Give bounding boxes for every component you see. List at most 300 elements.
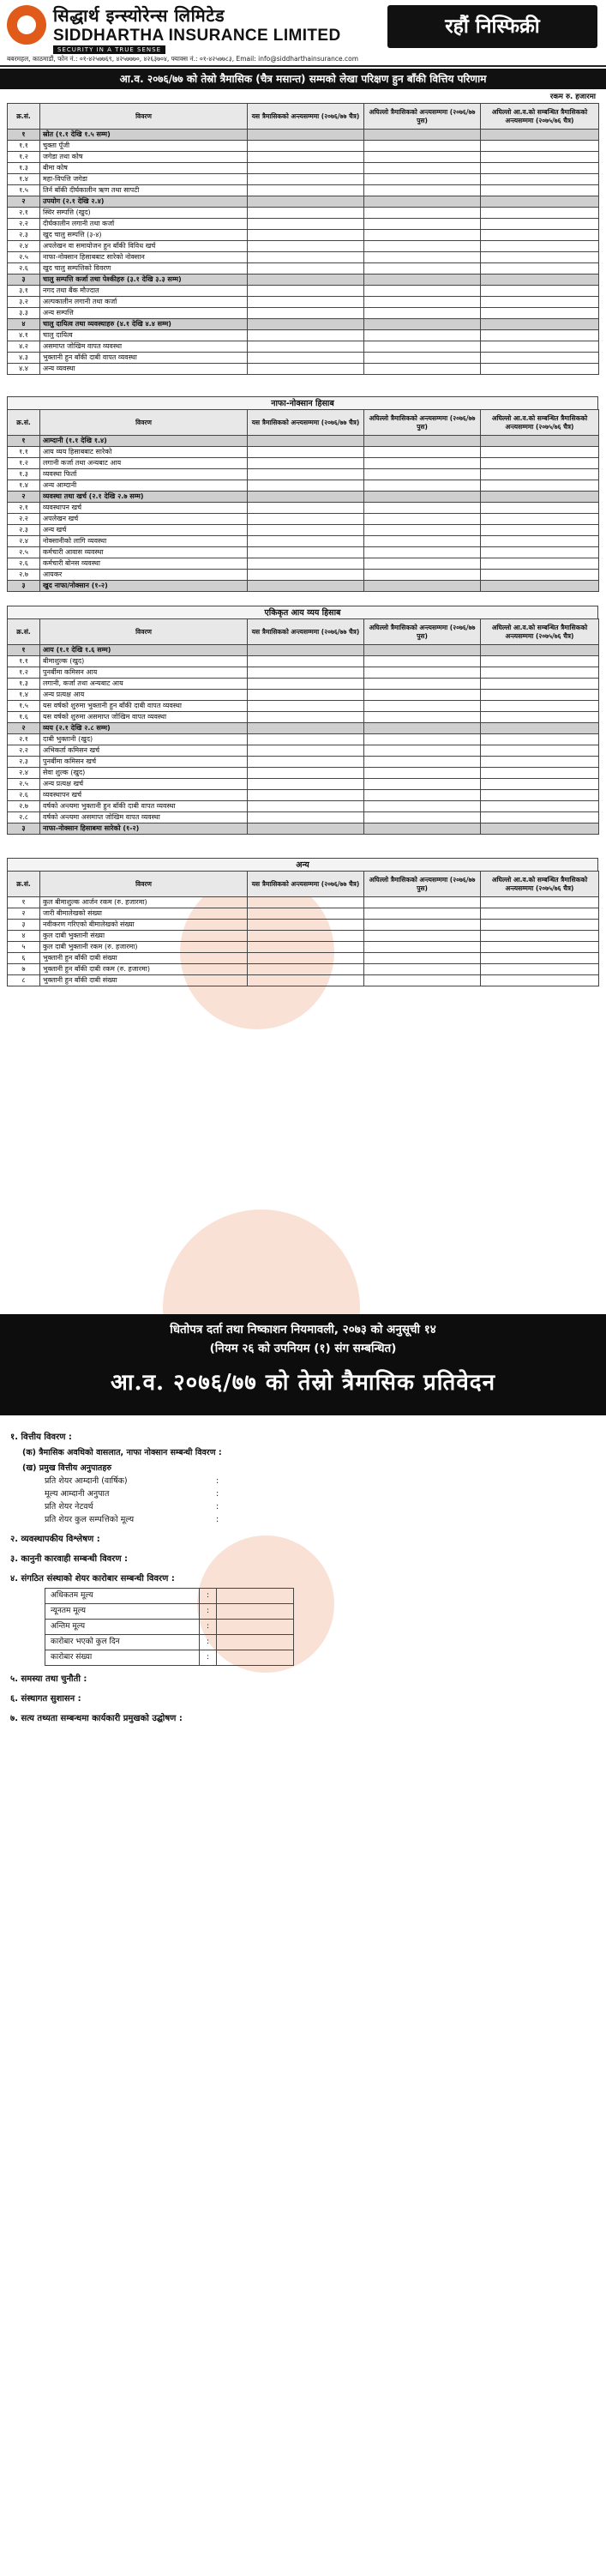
share-label: अन्तिम मूल्य xyxy=(45,1620,200,1635)
row-serial: १.२ xyxy=(8,667,40,679)
col-header-prev-quarter: अघिल्लो त्रैमासिकको अन्त्यसम्ममा (२०७६/७७ पुस) xyxy=(364,872,481,897)
value-prev-year xyxy=(481,812,599,823)
value-prev-quarter xyxy=(364,480,481,492)
table-row xyxy=(8,286,599,297)
value-prev-quarter xyxy=(364,241,481,252)
row-label: अभिकर्ता कमिसन खर्च xyxy=(40,745,248,757)
row-label: चालु दायित्व तथा व्यवस्थाहरु (४.१ देखि ४.४ सम्म) xyxy=(40,319,248,330)
table-row xyxy=(8,734,599,745)
value-this-quarter xyxy=(248,286,364,297)
col-header-sn: क्र.सं. xyxy=(8,872,40,897)
table-row xyxy=(8,341,599,353)
value-prev-year xyxy=(481,570,599,581)
row-label: कुल दाबी भुक्तानी रकम (रु. हजारमा) xyxy=(40,942,248,953)
share-separator: : xyxy=(200,1604,217,1620)
value-prev-year xyxy=(481,645,599,656)
value-this-quarter xyxy=(248,480,364,492)
other-info-table xyxy=(7,871,599,986)
balance-sheet-body xyxy=(8,130,599,375)
share-label: अधिकतम मूल्य xyxy=(45,1589,200,1604)
table-row xyxy=(8,908,599,920)
row-serial: २.६ xyxy=(8,558,40,570)
row-label: बीमाशुल्क (खुद) xyxy=(40,656,248,667)
row-label: वर्षको अन्त्यमा भुक्तानी हुन बाँकी दाबी वापत व्यवस्था xyxy=(40,801,248,812)
value-this-quarter xyxy=(248,920,364,931)
value-this-quarter xyxy=(248,953,364,964)
value-prev-quarter xyxy=(364,690,481,701)
table-row xyxy=(8,353,599,364)
col-header-sn: क्र.सं. xyxy=(8,619,40,645)
value-prev-year xyxy=(481,801,599,812)
value-prev-year xyxy=(481,263,599,274)
row-serial: ४ xyxy=(8,931,40,942)
value-prev-year xyxy=(481,436,599,447)
row-serial: १.२ xyxy=(8,458,40,469)
income-expense-body xyxy=(8,645,599,835)
table-header-row xyxy=(8,410,599,436)
section-management-title: २. व्यवस्थापकीय विश्लेषण : xyxy=(10,1535,100,1544)
value-prev-year xyxy=(481,920,599,931)
value-prev-quarter xyxy=(364,790,481,801)
income-expense-table xyxy=(7,618,599,835)
row-label: असमाप्त जोखिम वापत व्यवस्था xyxy=(40,341,248,353)
value-prev-year xyxy=(481,341,599,353)
banner-line-1: धितोपत्र दर्ता तथा निष्काशन नियमावली, २०७३ को अनुसूची १४ xyxy=(170,1323,436,1336)
row-label: वर्षको अन्त्यमा असमाप्त जोखिम वापत व्यवस्था xyxy=(40,812,248,823)
row-label: अपलेखन खर्च xyxy=(40,514,248,525)
value-prev-quarter xyxy=(364,353,481,364)
value-prev-year xyxy=(481,319,599,330)
value-this-quarter xyxy=(248,712,364,723)
row-serial: २.५ xyxy=(8,547,40,558)
row-serial: १.१ xyxy=(8,447,40,458)
col-header-this-quarter: यस त्रैमासिकको अन्त्यसम्ममा (२०७६/७७ चैत्र) xyxy=(248,872,364,897)
row-label: स्थिर सम्पत्ति (खुद) xyxy=(40,208,248,219)
row-label: अन्य सम्पत्ति xyxy=(40,308,248,319)
row-serial: १.५ xyxy=(8,701,40,712)
section-governance-title: ६. संस्थागत सुशासन : xyxy=(10,1694,81,1704)
value-prev-year xyxy=(481,581,599,592)
value-this-quarter xyxy=(248,779,364,790)
value-this-quarter xyxy=(248,219,364,230)
company-logo xyxy=(7,5,46,45)
share-label: कारोबार संख्या xyxy=(45,1650,200,1666)
value-prev-year xyxy=(481,964,599,975)
value-prev-quarter xyxy=(364,757,481,768)
table-row xyxy=(8,547,599,558)
ratio-value xyxy=(233,1487,405,1500)
table-row xyxy=(8,480,599,492)
row-serial: ४.२ xyxy=(8,341,40,353)
value-prev-quarter xyxy=(364,656,481,667)
row-serial: १ xyxy=(8,897,40,908)
value-prev-quarter xyxy=(364,274,481,286)
ratio-label: प्रति शेयर कुल सम्पत्तिको मूल्य xyxy=(45,1515,135,1524)
value-prev-quarter xyxy=(364,141,481,152)
profit-loss-section xyxy=(7,396,598,592)
value-prev-quarter xyxy=(364,308,481,319)
row-label: अपलेखन वा समायोजन हुन बाँकी विविध खर्च xyxy=(40,241,248,252)
row-serial: ३.१ xyxy=(8,286,40,297)
row-serial: २.१ xyxy=(8,208,40,219)
value-prev-year xyxy=(481,308,599,319)
share-row xyxy=(45,1635,294,1650)
page-header xyxy=(0,0,606,67)
value-prev-year xyxy=(481,931,599,942)
section-financial-title: १. वित्तीय विवरण : xyxy=(10,1433,72,1442)
value-prev-year xyxy=(481,252,599,263)
col-header-this-quarter: यस त्रैमासिकको अन्त्यसम्ममा (२०७६/७७ चैत्र) xyxy=(248,410,364,436)
value-this-quarter xyxy=(248,174,364,185)
value-this-quarter xyxy=(248,964,364,975)
value-this-quarter xyxy=(248,790,364,801)
value-this-quarter xyxy=(248,152,364,163)
value-prev-year xyxy=(481,174,599,185)
value-prev-quarter xyxy=(364,953,481,964)
table-row xyxy=(8,163,599,174)
value-prev-quarter xyxy=(364,645,481,656)
row-label: दाबी भुक्तानी (खुद) xyxy=(40,734,248,745)
value-prev-year xyxy=(481,503,599,514)
value-prev-quarter xyxy=(364,667,481,679)
row-serial: २.८ xyxy=(8,812,40,823)
table-row xyxy=(8,152,599,163)
value-this-quarter xyxy=(248,469,364,480)
value-this-quarter xyxy=(248,701,364,712)
share-label: कारोबार भएको कुल दिन xyxy=(45,1635,200,1650)
table-row xyxy=(8,558,599,570)
row-label: यस वर्षको शुरुमा भुक्तानी हुन बाँकी दाबी वापत व्यवस्था xyxy=(40,701,248,712)
company-name-nepali: सिद्धार्थ इन्स्योरेन्स लिमिटेड xyxy=(53,5,225,26)
value-prev-quarter xyxy=(364,163,481,174)
value-this-quarter xyxy=(248,503,364,514)
ratio-separator: : xyxy=(216,1515,219,1524)
row-label: कुल बीमाशुल्क आर्जन रकम (रु. हजारमा) xyxy=(40,897,248,908)
table-row xyxy=(8,801,599,812)
value-prev-quarter xyxy=(364,174,481,185)
value-prev-year xyxy=(481,712,599,723)
row-serial: २.३ xyxy=(8,230,40,241)
section-challenges-title: ५. समस्या तथा चुनौती : xyxy=(10,1674,87,1684)
value-prev-quarter xyxy=(364,208,481,219)
table-row xyxy=(8,656,599,667)
table-header-row xyxy=(8,872,599,897)
row-serial: २ xyxy=(8,196,40,208)
value-prev-quarter xyxy=(364,436,481,447)
value-this-quarter xyxy=(248,263,364,274)
value-prev-quarter xyxy=(364,319,481,330)
value-prev-year xyxy=(481,469,599,480)
table-row xyxy=(8,823,599,835)
row-serial: १.४ xyxy=(8,480,40,492)
row-serial: १.६ xyxy=(8,712,40,723)
row-serial: ४.१ xyxy=(8,330,40,341)
value-prev-quarter xyxy=(364,679,481,690)
share-row xyxy=(45,1589,294,1604)
row-serial: ३ xyxy=(8,274,40,286)
value-this-quarter xyxy=(248,768,364,779)
row-label: खुद चालु सम्पत्ति (३-४) xyxy=(40,230,248,241)
row-label: उपयोग (२.१ देखि २.४) xyxy=(40,196,248,208)
row-label: कर्मचारी बोनस व्यवस्था xyxy=(40,558,248,570)
table-row xyxy=(8,712,599,723)
value-prev-year xyxy=(481,701,599,712)
col-header-prev-year: अघिल्लो आ.व.को सम्बन्धित त्रैमासिकको अन्त्यसम्ममा (२०७५/७६ चैत्र) xyxy=(481,872,599,897)
ratio-separator: : xyxy=(216,1476,219,1486)
value-this-quarter xyxy=(248,667,364,679)
share-trading-table xyxy=(45,1588,294,1666)
value-prev-year xyxy=(481,953,599,964)
quarterly-report-text xyxy=(10,1424,597,1725)
table-row xyxy=(8,196,599,208)
row-serial: २.४ xyxy=(8,768,40,779)
value-this-quarter xyxy=(248,723,364,734)
section-legal-title: ३. कानुनी कारवाही सम्बन्धी विवरण : xyxy=(10,1554,129,1564)
row-serial: २.५ xyxy=(8,252,40,263)
table-row xyxy=(8,779,599,790)
value-prev-quarter xyxy=(364,364,481,375)
row-label: अन्य व्यवस्था xyxy=(40,364,248,375)
ratio-separator: : xyxy=(216,1502,219,1511)
table-row xyxy=(8,447,599,458)
row-label: अन्य आम्दानी xyxy=(40,480,248,492)
table-row xyxy=(8,953,599,964)
row-serial: २.४ xyxy=(8,536,40,547)
col-header-this-quarter: यस त्रैमासिकको अन्त्यसम्ममा (२०७६/७७ चैत्र) xyxy=(248,104,364,130)
value-prev-quarter xyxy=(364,701,481,712)
value-prev-year xyxy=(481,364,599,375)
col-header-particulars: विवरण xyxy=(40,872,248,897)
row-label: व्यय (२.१ देखि २.८ सम्म) xyxy=(40,723,248,734)
value-prev-year xyxy=(481,536,599,547)
value-prev-year xyxy=(481,823,599,835)
row-serial: १.१ xyxy=(8,141,40,152)
col-header-prev-year: अघिल्लो आ.व.को सम्बन्धित त्रैमासिकको अन्त्यसम्ममा (२०७५/७६ चैत्र) xyxy=(481,104,599,130)
value-prev-quarter xyxy=(364,581,481,592)
table-row xyxy=(8,241,599,252)
row-serial: २.१ xyxy=(8,734,40,745)
ratio-label: प्रति शेयर आम्दानी (वार्षिक) xyxy=(45,1476,128,1486)
value-this-quarter xyxy=(248,823,364,835)
value-this-quarter xyxy=(248,525,364,536)
ratio-label: प्रति शेयर नेटवर्थ xyxy=(45,1502,93,1511)
company-name-english: SIDDHARTHA INSURANCE LIMITED xyxy=(53,27,341,45)
other-info-title: अन्य xyxy=(7,858,598,871)
value-prev-quarter xyxy=(364,723,481,734)
row-label: अन्य खर्च xyxy=(40,525,248,536)
table-row xyxy=(8,975,599,986)
value-prev-year xyxy=(481,768,599,779)
table-row xyxy=(8,745,599,757)
row-label: नगद तथा बैंक मौज्दात xyxy=(40,286,248,297)
value-prev-year xyxy=(481,130,599,141)
row-serial: १ xyxy=(8,645,40,656)
table-row xyxy=(8,723,599,734)
value-prev-quarter xyxy=(364,525,481,536)
value-this-quarter xyxy=(248,734,364,745)
value-this-quarter xyxy=(248,656,364,667)
row-label: व्यवस्था फिर्ता xyxy=(40,469,248,480)
table-row xyxy=(8,297,599,308)
share-row xyxy=(45,1650,294,1666)
value-prev-quarter xyxy=(364,185,481,196)
row-label: पुनर्बीमा कमिसन आय xyxy=(40,667,248,679)
row-label: महा-विपत्ति जगेडा xyxy=(40,174,248,185)
table-row xyxy=(8,667,599,679)
value-prev-quarter xyxy=(364,458,481,469)
table-row xyxy=(8,503,599,514)
value-prev-quarter xyxy=(364,547,481,558)
value-this-quarter xyxy=(248,141,364,152)
section-declaration-title: ७. सत्य तथ्यता सम्बन्धमा कार्यकारी प्रमुखको उद्घोषण : xyxy=(10,1714,183,1723)
row-label: भुक्तानी हुन बाँकी दाबी वापत व्यवस्था xyxy=(40,353,248,364)
income-expense-title: एकिकृत आय व्यय हिसाब xyxy=(7,606,598,618)
table-row xyxy=(8,219,599,230)
value-prev-year xyxy=(481,908,599,920)
row-label: लगानी कर्जा तथा अन्यबाट आय xyxy=(40,458,248,469)
ratio-value xyxy=(233,1475,405,1487)
row-serial: १.१ xyxy=(8,656,40,667)
balance-sheet-table xyxy=(7,103,599,375)
table-row xyxy=(8,897,599,908)
value-this-quarter xyxy=(248,364,364,375)
value-this-quarter xyxy=(248,558,364,570)
row-serial: २ xyxy=(8,492,40,503)
col-header-particulars: विवरण xyxy=(40,410,248,436)
table-row xyxy=(8,174,599,185)
value-prev-quarter xyxy=(364,942,481,953)
banner-line-2: (नियम २६ को उपनियम (१) संग सम्बन्धित) xyxy=(209,1342,397,1355)
value-this-quarter xyxy=(248,492,364,503)
table-header-row xyxy=(8,104,599,130)
row-label: दीर्घकालीन लगानी तथा कर्जा xyxy=(40,219,248,230)
table-row xyxy=(8,581,599,592)
table-row xyxy=(8,319,599,330)
row-label: जारी बीमालेखको संख्या xyxy=(40,908,248,920)
value-this-quarter xyxy=(248,208,364,219)
row-serial: १.३ xyxy=(8,679,40,690)
value-this-quarter xyxy=(248,341,364,353)
value-prev-year xyxy=(481,196,599,208)
row-label: पुनर्बीमा कमिसन खर्च xyxy=(40,757,248,768)
row-serial: ४ xyxy=(8,319,40,330)
value-prev-year xyxy=(481,690,599,701)
row-serial: १.५ xyxy=(8,185,40,196)
table-row xyxy=(8,812,599,823)
income-expense-section xyxy=(7,606,598,835)
table-row xyxy=(8,330,599,341)
value-prev-quarter xyxy=(364,514,481,525)
row-serial: ५ xyxy=(8,942,40,953)
share-row xyxy=(45,1604,294,1620)
value-prev-quarter xyxy=(364,712,481,723)
value-this-quarter xyxy=(248,130,364,141)
col-header-prev-quarter: अघिल्लो त्रैमासिकको अन्त्यसम्ममा (२०७६/७७ पुस) xyxy=(364,104,481,130)
table-row xyxy=(8,690,599,701)
table-row xyxy=(8,790,599,801)
value-this-quarter xyxy=(248,942,364,953)
subsection-kha-title: (ख) प्रमुख वित्तीय अनुपातहरु xyxy=(22,1463,112,1473)
table-row xyxy=(8,679,599,690)
value-prev-year xyxy=(481,330,599,341)
row-label: यस वर्षको शुरुमा असमाप्त जोखिम वापत व्यवस्था xyxy=(40,712,248,723)
value-prev-quarter xyxy=(364,219,481,230)
row-label: स्रोत (१.१ देखि १.५ सम्म) xyxy=(40,130,248,141)
profit-loss-table xyxy=(7,409,599,592)
section-share-title: ४. संगठित संस्थाको शेयर कारोबार सम्बन्धी विवरण : xyxy=(10,1574,175,1584)
value-this-quarter xyxy=(248,536,364,547)
value-this-quarter xyxy=(248,163,364,174)
company-address: बबरमहल, काठमाडौं, फोन नं.: ०१-४२५७७६९, ४२५७७७०, ४२६३७०४, फ्याक्स नं.: ०१-४२५७७८३, Email: info@siddharthainsurance.com xyxy=(7,55,359,63)
value-prev-year xyxy=(481,897,599,908)
value-prev-year xyxy=(481,274,599,286)
amount-unit: रकम रु. हजारमा xyxy=(549,93,596,101)
ratio-value xyxy=(233,1513,405,1526)
value-prev-quarter xyxy=(364,745,481,757)
row-serial: २.२ xyxy=(8,514,40,525)
table-row xyxy=(8,364,599,375)
ratio-separator: : xyxy=(216,1489,219,1499)
value-this-quarter xyxy=(248,581,364,592)
value-prev-quarter xyxy=(364,263,481,274)
row-label: आय (१.१ देखि १.६ सम्म) xyxy=(40,645,248,656)
value-this-quarter xyxy=(248,570,364,581)
value-prev-quarter xyxy=(364,447,481,458)
table-row xyxy=(8,436,599,447)
row-serial: २.५ xyxy=(8,779,40,790)
row-label: तिर्न बाँकी दीर्घकालीन ऋण तथा सापटी xyxy=(40,185,248,196)
row-label: खुद नाफा/नोक्सान (१-२) xyxy=(40,581,248,592)
value-this-quarter xyxy=(248,812,364,823)
value-prev-year xyxy=(481,286,599,297)
row-label: व्यवस्था तथा खर्च (२.१ देखि २.७ सम्म) xyxy=(40,492,248,503)
value-this-quarter xyxy=(248,514,364,525)
value-this-quarter xyxy=(248,230,364,241)
row-label: लगानी, कर्जा तथा अन्यबाट आय xyxy=(40,679,248,690)
row-label: चुक्ता पूँजी xyxy=(40,141,248,152)
table-row xyxy=(8,701,599,712)
value-prev-year xyxy=(481,790,599,801)
value-prev-quarter xyxy=(364,570,481,581)
row-serial: ३ xyxy=(8,920,40,931)
row-serial: २.६ xyxy=(8,263,40,274)
value-prev-year xyxy=(481,942,599,953)
value-this-quarter xyxy=(248,908,364,920)
row-label: भुक्तानी हुन बाँकी दाबी संख्या xyxy=(40,953,248,964)
value-prev-quarter xyxy=(364,908,481,920)
row-serial: १.२ xyxy=(8,152,40,163)
value-prev-year xyxy=(481,723,599,734)
row-label: कुल दाबी भुक्तानी संख्या xyxy=(40,931,248,942)
row-label: अन्य प्रत्यक्ष आय xyxy=(40,690,248,701)
share-value xyxy=(217,1635,294,1650)
value-this-quarter xyxy=(248,458,364,469)
row-label: भुक्तानी हुन बाँकी दाबी संख्या xyxy=(40,975,248,986)
share-value xyxy=(217,1650,294,1666)
row-serial: २.७ xyxy=(8,570,40,581)
share-separator: : xyxy=(200,1650,217,1666)
share-value xyxy=(217,1620,294,1635)
row-serial: २ xyxy=(8,723,40,734)
value-prev-year xyxy=(481,297,599,308)
table-row xyxy=(8,469,599,480)
table-row xyxy=(8,458,599,469)
value-prev-year xyxy=(481,219,599,230)
table-row xyxy=(8,645,599,656)
table-row xyxy=(8,525,599,536)
table-row xyxy=(8,768,599,779)
table-header-row xyxy=(8,619,599,645)
